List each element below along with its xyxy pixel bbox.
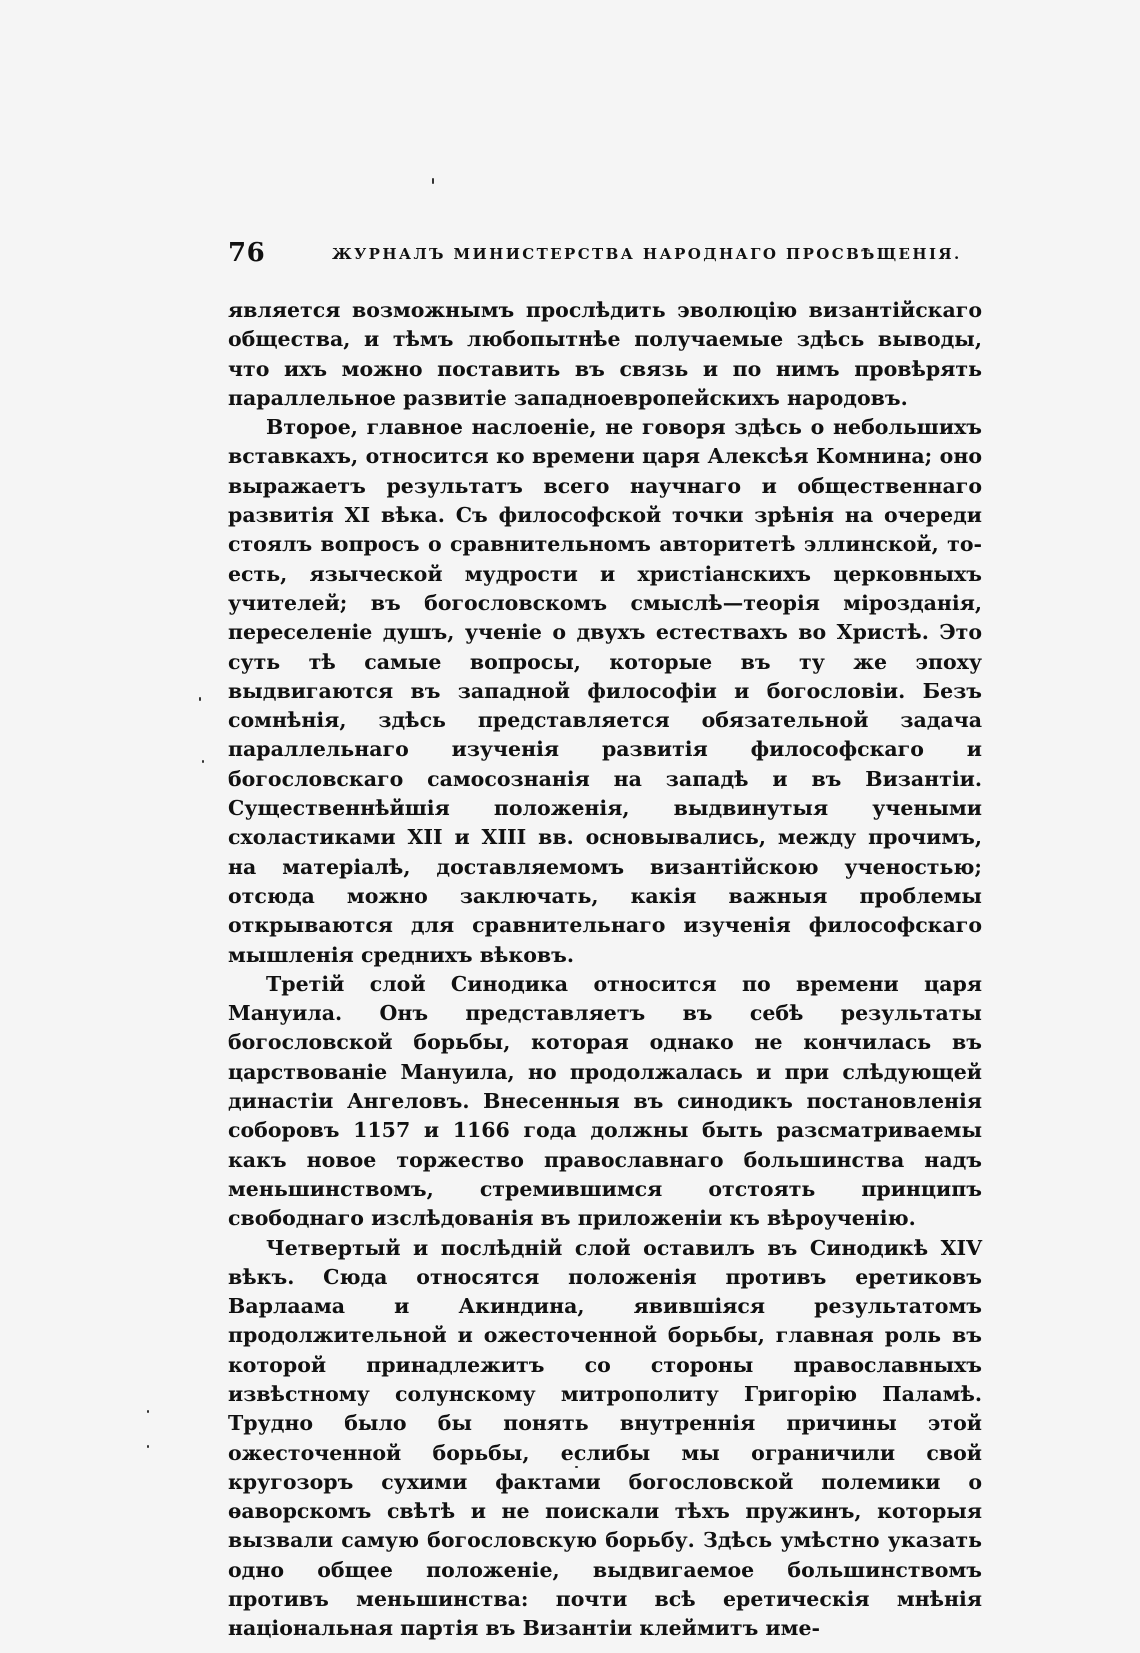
scan-speck bbox=[432, 178, 434, 184]
scan-speck bbox=[199, 697, 201, 701]
page-number: 76 bbox=[228, 238, 266, 268]
paragraph-fourth-layer: Четвертый и послѣдній слой оставилъ въ Синодикѣ XIV вѣкъ. Сюда относятся положенія противъ еретиковъ Варлаама и Акиндина, явившіяся результатомъ продолжительной и ожесточенной борьбы, главная роль въ которой принадлежитъ со стороны православныхъ извѣстному солунскому митрополиту Григорію Паламѣ. Трудно было бы понять внутреннія причины этой ожесточенной борьбы, еслибы мы ограничили свой кругозоръ сухими фактами богословской полемики о ѳаворскомъ свѣтѣ и не поискали тѣхъ пружинъ, которыя вызвали самую богословскую борьбу. Здѣсь умѣстно указать одно общее положеніе, выдвигаемое большинствомъ противъ меньшинства: почти всѣ еретическія мнѣнія національная партія въ Византіи клеймитъ име- bbox=[228, 1235, 982, 1641]
paragraph-continuation: является возможнымъ прослѣдить эволюцію византійскаго общества, и тѣмъ любопытнѣе получаемые здѣсь выводы, что ихъ можно поставить въ связь и по нимъ провѣрять параллельное развитіе западноевропейскихъ народовъ. bbox=[228, 298, 982, 410]
scan-speck bbox=[202, 760, 204, 763]
scan-speck bbox=[147, 1410, 149, 1413]
page-header bbox=[228, 238, 982, 272]
paragraph-second-layer: Второе, главное наслоеніе, не говоря здѣсь о небольшихъ вставкахъ, относится ко времени царя Алексѣя Комнина; оно выражаетъ результатъ всего научнаго и общественнаго развитія XI вѣка. Съ философской точки зрѣнія на очереди стоялъ вопросъ о сравнительномъ авторитетѣ эллинской, то-есть, языческой мудрости и христіанскихъ церковныхъ учителей; въ богословскомъ смыслѣ—теорія мірозданія, переселеніе душъ, ученіе о двухъ естествахъ во Христѣ. Это суть тѣ самые вопросы, которые въ ту же эпоху выдвигаются въ западной философіи и богословіи. Безъ сомнѣнія, здѣсь представляется обязательной задача параллельнаго изученія развитія философскаго и богословскаго самосознанія на западѣ и въ Византіи. Существеннѣйшія положенія, выдвинутыя учеными схоластиками XII и XIII вв. основывались, между прочимъ, на матеріалѣ, доставляемомъ византійскою ученостью; отсюда можно заключать, какія важныя проблемы открываются для сравнительнаго изученія философскаго мышленія среднихъ вѣковъ. bbox=[228, 415, 982, 967]
scan-speck bbox=[147, 1445, 149, 1448]
paragraph-third-layer: Третій слой Синодика относится по времени царя Мануила. Онъ представляетъ въ себѣ результаты богословской борьбы, которая однако не кончилась въ царствованіе Мануила, но продолжалась и при слѣдующей династіи Ангеловъ. Внесенныя въ синодикъ постановленія соборовъ 1157 и 1166 года должны быть разсматриваемы какъ новое торжество православнаго большинства надъ меньшинствомъ, стремившимся отстоять принципъ свободнаго изслѣдованія въ приложеніи къ вѣроученію. bbox=[228, 971, 982, 1231]
running-title: ЖУРНАЛЪ МИНИСТЕРСТВА НАРОДНАГО ПРОСВѢЩЕНІЯ. bbox=[332, 245, 962, 263]
body-text bbox=[228, 296, 982, 1644]
